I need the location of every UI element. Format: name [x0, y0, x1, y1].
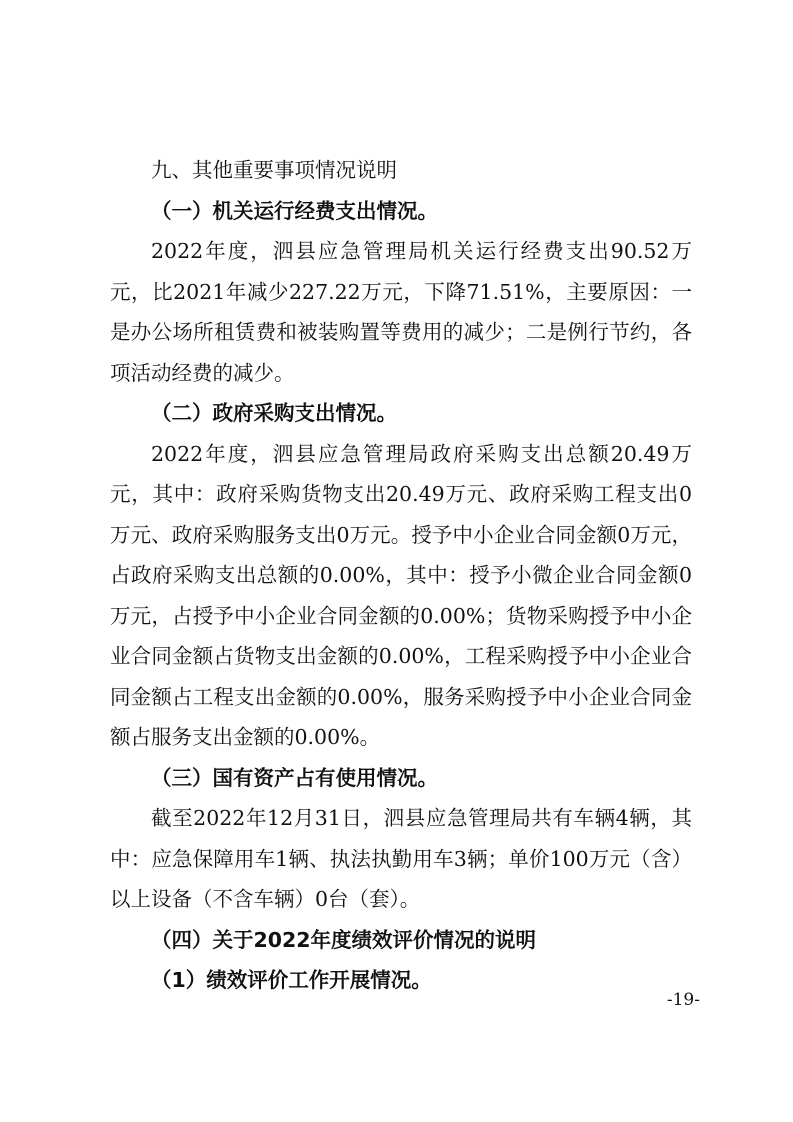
paragraph-state-assets: 截至2022年12月31日，泗县应急管理局共有车辆4辆，其中：应急保障用车1辆、执法执勤用车3辆；单价100万元（含）以上设备（不含车辆）0台（套）。: [110, 806, 692, 911]
subsection-heading-3: （三）国有资产占有使用情况。: [151, 765, 438, 790]
paragraph-government-procurement: 2022年度，泗县应急管理局政府采购支出总额20.49万元，其中：政府采购货物支出20.49万元、政府采购工程支出0万元、政府采购服务支出0万元。授予中小企业合同金额0万元，占政府采购支出总额的0.00%，其中：授予小微企业合同金额0万元，占授予中小企业合同金额的0.00%；货物采购授予中小企业合同金额占货物支出金额的0.00%，工程采购授予中小企业合同金额占工程支出金额的0.00%，服务采购授予中小企业合同金额占服务支出金额的0.00%。: [110, 441, 692, 749]
subsection-heading-2: （二）政府采购支出情况。: [151, 401, 397, 425]
document-body: [110, 150, 692, 1001]
subsection-heading-4: （四）关于2022年度绩效评价情况的说明: [151, 927, 537, 952]
subsection-heading-1: （一）机关运行经费支出情况。: [151, 198, 438, 223]
section-heading: 九、其他重要事项情况说明: [151, 158, 397, 182]
page-number: -19-: [666, 990, 700, 1010]
paragraph-operating-expenses: 2022年度，泗县应急管理局机关运行经费支出90.52万元，比2021年减少227.22万元，下降71.51%，主要原因：一是办公场所租赁费和被装购置等费用的减少；二是例行节约，各项活动经费的减少。: [110, 239, 692, 385]
item-heading-1: （1）绩效评价工作开展情况。: [151, 968, 432, 992]
